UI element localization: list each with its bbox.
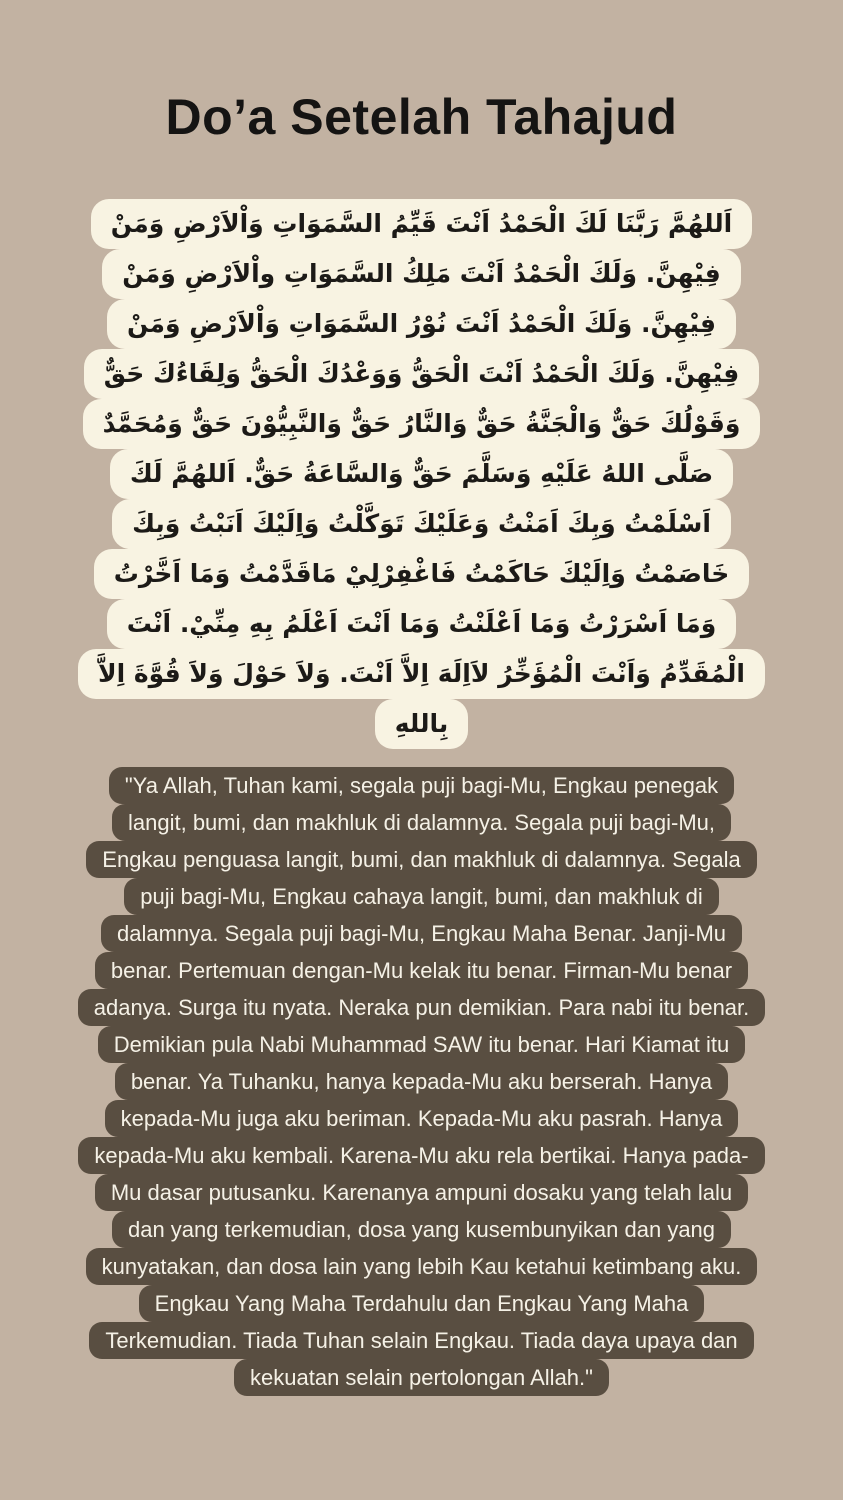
- arabic-prayer-block: [0, 199, 843, 749]
- arabic-line: فِيْهِنَّ. وَلَكَ الْحَمْدُ اَنْتَ مَلِكُ السَّمَوَاتِ واْلاَرْضِ وَمَنْ: [102, 249, 741, 299]
- arabic-line: الْمُقَدِّمُ وَاَنْتَ الْمُؤَخِّرُ لاَاِلَهَ اِلاَّ اَنْتَ. وَلاَ حَوْلَ وَلاَ قُوَّةَ اِلاَّ: [78, 649, 765, 699]
- translation-line: Mu dasar putusanku. Karenanya ampuni dosaku yang telah lalu: [95, 1174, 748, 1211]
- translation-line: Terkemudian. Tiada Tuhan selain Engkau. Tiada daya upaya dan: [89, 1322, 753, 1359]
- arabic-line: خَاصَمْتُ وَاِلَيْكَ حَاكَمْتُ فَاغْفِرْلِيْ مَاقَدَّمْتُ وَمَا اَخَّرْتُ: [94, 549, 750, 599]
- translation-line: kepada-Mu juga aku beriman. Kepada-Mu aku pasrah. Hanya: [105, 1100, 739, 1137]
- translation-line: kunyatakan, dan dosa lain yang lebih Kau ketahui ketimbang aku.: [86, 1248, 758, 1285]
- arabic-line: اَسْلَمْتُ وَبِكَ اَمَنْتُ وَعَلَيْكَ تَوَكَّلْتُ وَاِلَيْكَ اَنَبْتُ وَبِكَ: [112, 499, 731, 549]
- translation-line: adanya. Surga itu nyata. Neraka pun demikian. Para nabi itu benar.: [78, 989, 766, 1026]
- translation-line: kekuatan selain pertolongan Allah.": [234, 1359, 609, 1396]
- translation-line: Engkau penguasa langit, bumi, dan makhluk di dalamnya. Segala: [86, 841, 756, 878]
- arabic-line: صَلَّى اللهُ عَلَيْهِ وَسَلَّمَ حَقٌّ وَالسَّاعَةُ حَقٌّ. اَللهُمَّ لَكَ: [110, 449, 733, 499]
- translation-line: benar. Pertemuan dengan-Mu kelak itu benar. Firman-Mu benar: [95, 952, 748, 989]
- translation-line: dan yang terkemudian, dosa yang kusembunyikan dan yang: [112, 1211, 731, 1248]
- translation-line: langit, bumi, dan makhluk di dalamnya. Segala puji bagi-Mu,: [112, 804, 731, 841]
- arabic-line: وَقَوْلُكَ حَقٌّ وَالْجَنَّةُ حَقٌّ وَالنَّارُ حَقٌّ وَالنَّبِيُّوْنَ حَقٌّ وَمُحَمَّدٌ: [83, 399, 761, 449]
- translation-line: Demikian pula Nabi Muhammad SAW itu benar. Hari Kiamat itu: [98, 1026, 745, 1063]
- translation-line: dalamnya. Segala puji bagi-Mu, Engkau Maha Benar. Janji-Mu: [101, 915, 742, 952]
- page-title: Do’a Setelah Tahajud: [165, 89, 678, 145]
- arabic-line: فِيْهِنَّ. وَلَكَ الْحَمْدُ اَنْتَ نُوْرُ السَّمَوَاتِ وَاْلاَرْضِ وَمَنْ: [107, 299, 736, 349]
- arabic-line: اَللهُمَّ رَبَّنَا لَكَ الْحَمْدُ اَنْتَ قَيِّمُ السَّمَوَاتِ وَاْلاَرْضِ وَمَنْ: [91, 199, 753, 249]
- arabic-line: فِيْهِنَّ. وَلَكَ الْحَمْدُ اَنْتَ الْحَقُّ وَوَعْدُكَ الْحَقُّ وَلِقَاءُكَ حَقٌّ: [84, 349, 760, 399]
- translation-line: puji bagi-Mu, Engkau cahaya langit, bumi, dan makhluk di: [124, 878, 719, 915]
- arabic-line: وَمَا اَسْرَرْتُ وَمَا اَعْلَنْتُ وَمَا اَنْتَ اَعْلَمُ بِهِ مِنِّيْ. اَنْتَ: [107, 599, 737, 649]
- translation-line: benar. Ya Tuhanku, hanya kepada-Mu aku berserah. Hanya: [115, 1063, 728, 1100]
- arabic-line: بِاللهِ: [375, 699, 469, 749]
- translation-line: Engkau Yang Maha Terdahulu dan Engkau Yang Maha: [139, 1285, 705, 1322]
- translation-block: [0, 767, 843, 1396]
- translation-line: "Ya Allah, Tuhan kami, segala puji bagi-Mu, Engkau penegak: [109, 767, 734, 804]
- translation-line: kepada-Mu aku kembali. Karena-Mu aku rela bertikai. Hanya pada-: [78, 1137, 764, 1174]
